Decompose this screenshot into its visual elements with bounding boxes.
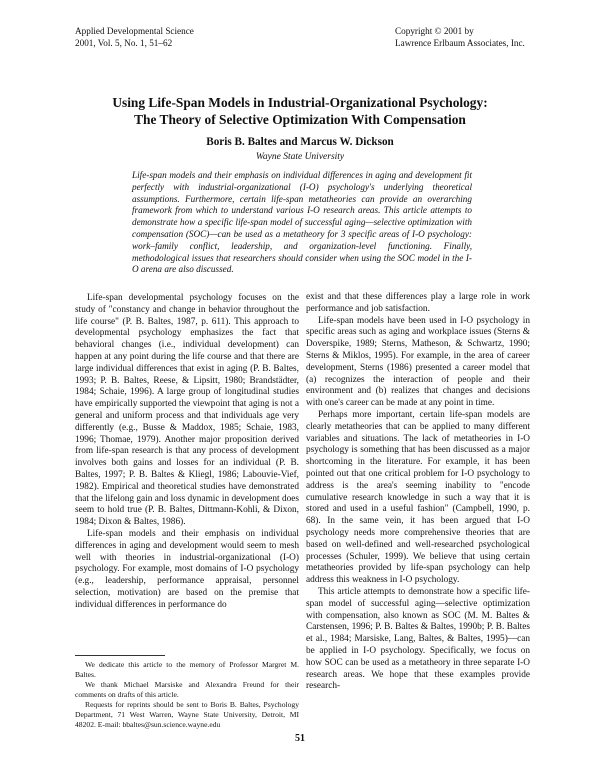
body-paragraph: Life-span models have been used in I-O psychology in specific areas such as aging and workplace issues (Sterns & Doverspike, 1989; Sterns, Matheson, & Schwartz, 1990; Sterns & Miklos, 1995). For example, in the area of career development, Sterns (1986) presented a career model that (a) recognizes the interaction of people and their environment and (b) realizes that changes and decisions with one's career can be made at any point in time. [306,315,530,409]
title-line-2: The Theory of Selective Optimization With Compensation [134,111,466,127]
body-paragraph: Life-span models and their emphasis on individual differences in aging and development would seem to mesh well with theories in industrial-organizational (I-O) psychology. For example, most domains of I-O psychology (e.g., leadership, performance appraisal, personnel selection, motivation) are based on the premise that individual differences in performance do [75,528,299,610]
author-names: Boris B. Baltes and Marcus W. Dickson [206,136,394,148]
copyright-line: Copyright © 2001 by [395,26,474,36]
body-paragraph: This article attempts to demonstrate how a specific life-span model of successful aging—selective optimization with compensation, also known as SOC (M. M. Baltes & Carstensen, 1996; P. B. Baltes & Baltes, 1990b; P. B. Baltes et al., 1984; Marsiske, Lang, Baltes, & Baltes, 1995)—can be applied in I-O psychology. Specifically, we focus on how SOC can be used as a metatheory in three separate I-O research areas. We hope that these examples provide research- [306,586,530,692]
body-paragraph: Life-span developmental psychology focuses on the study of "constancy and change in behavior throughout the life course" (P. B. Baltes, 1987, p. 611). This approach to developmental psychology emphasizes the fact that behavioral changes (i.e., individual development) can happen at any point during the life course and that there are large individual differences that exist in aging (P. B. Baltes, 1993; P. B. Baltes, Reese, & Lipsitt, 1980; Brandstädter, 1984; Schaie, 1996). A large group of longitudinal studies have empirically supported the viewpoint that aging is not a general and uniform process and that individuals age very differently (e.g., Busse & Maddox, 1985; Schaie, 1983, 1996; Thomae, 1979). Another major proposition derived from life-span research is that any process of development involves both gains and losses for an individual (P. B. Baltes, 1997; P. B. Baltes & Kliegl, 1986; Labouvie-Vief, 1982). Empirical and theoretical studies have demonstrated that the lifelong gain and loss dynamic in development does seem to hold true (P. B. Baltes, Dittmann-Kohli, & Dixon, 1984; Dixon & Baltes, 1986). [75,293,299,528]
body-column-left [75,293,299,612]
body-paragraph: Perhaps more important, certain life-span models are clearly metatheories that can be applied to many different variables and situations. The lack of metatheories in I-O psychology is something that has been discussed as a major shortcoming in the literature. For example, it has been pointed out that one critical problem for I-O psychology to address is the area's seeming inability to "encode cumulative research knowledge in such a way that it is stored and used in a useful fashion" (Campbell, 1990, p. 68). In the same vein, it has been argued that I-O psychology needs more comprehensive theories that are based on well-defined and well-researched psychological processes (Schuler, 1999). We believe that using certain metatheories provided by life-span psychology can help address this weakness in I-O psychology. [306,409,530,586]
journal-volume: 2001, Vol. 5, No. 1, 51–62 [75,37,173,48]
author-affiliation: Wayne State University [255,152,345,162]
title-line-1: Using Life-Span Models in Industrial-Organizational Psychology: [112,95,488,110]
footnote-divider [75,655,165,656]
running-header-left [75,26,194,49]
article-title [60,95,540,128]
publisher-name: Lawrence Erlbaum Associates, Inc. [395,37,525,48]
footnote-dedication: We dedicate this article to the memory of Professor Margret M. Baltes. [75,660,299,679]
footnote-acknowledgment: We thank Michael Marsiske and Alexandra Freund for their comments on drafts of this article. [75,680,299,699]
body-column-right [306,292,530,693]
body-paragraph: exist and that these differences play a large role in work performance and job satisfaction. [306,292,530,314]
footnote-reprints: Requests for reprints should be sent to Boris B. Baltes, Psychology Department, 71 West Warren, Wayne State University, Detroit, MI 48202. E-mail: bbaltes@sun.science.wayne.edu [75,700,299,729]
journal-name: Applied Developmental Science [75,26,194,36]
abstract: Life-span models and their emphasis on individual differences in aging and development fit perfectly with industrial-organizational (I-O) psychology's underlying theoretical assumptions. Furthermore, certain life-span metatheories can provide an overarching framework from which to understand various I-O research areas. This article attempts to demonstrate how a specific life-span model of successful aging—selective optimization with compensation (SOC)—can be used as a metatheory for 3 specific areas of I-O psychology: work–family conflict, leadership, and organization-level functioning. Finally, methodological issues that researchers should consider when using the SOC model in the I-O arena are also discussed. [132,170,472,275]
running-header-right [395,26,525,49]
footnotes [75,660,299,730]
page-number: 51 [295,733,305,744]
